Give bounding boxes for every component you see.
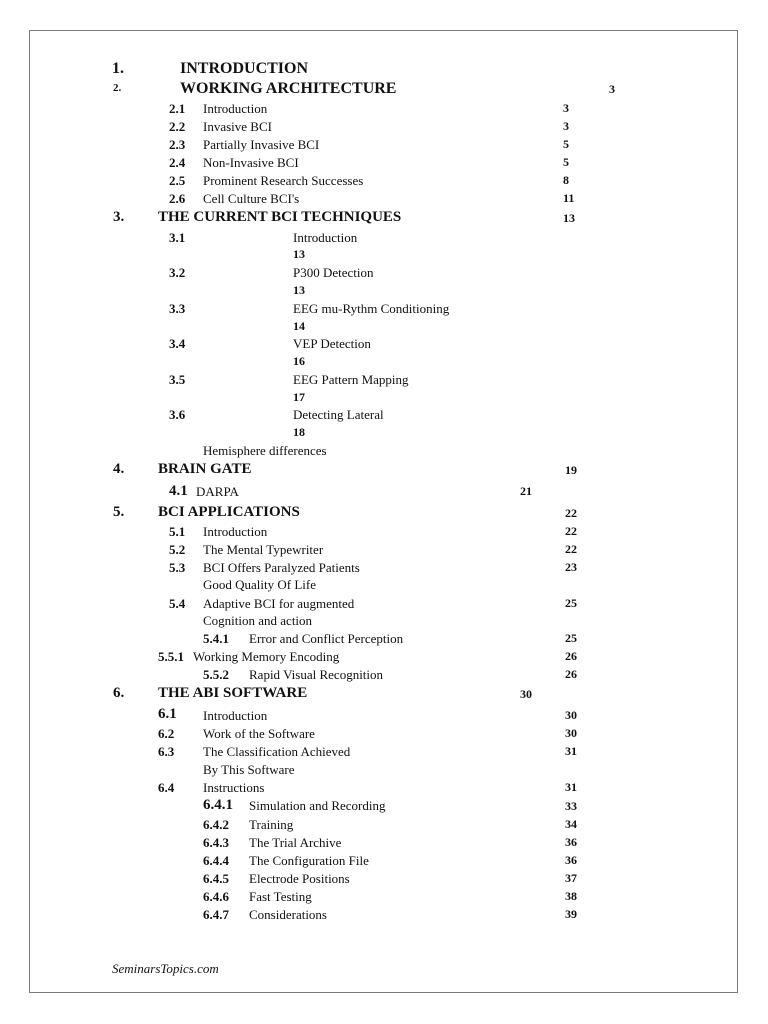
toc-entry-title: Training (249, 817, 294, 832)
toc-entry-title: Rapid Visual Recognition (249, 667, 384, 682)
toc-entry-page: 25 (565, 596, 577, 610)
toc-ch4-num: 4. (113, 461, 125, 477)
toc-entry-title: Partially Invasive BCI (203, 137, 320, 152)
toc-entry-title-cont: By This Software (203, 762, 295, 777)
document-page (29, 30, 738, 993)
footer-watermark: SeminarsTopics.com (112, 961, 219, 976)
toc-entry-num: 3.3 (169, 301, 186, 316)
toc-ch5-num: 5. (113, 504, 125, 520)
toc-entry-num: 3.6 (169, 407, 186, 422)
toc-entry-title: The Trial Archive (249, 835, 342, 850)
toc-entry-title: Introduction (293, 230, 358, 245)
toc-entry-num: 3.4 (169, 336, 186, 351)
toc-entry-title: Electrode Positions (249, 871, 350, 886)
toc-ch2-title: WORKING ARCHITECTURE (180, 80, 397, 97)
toc-ch2-num: 2. (113, 82, 122, 94)
toc-entry-page: 26 (565, 667, 577, 681)
toc-ch6-page: 30 (520, 687, 532, 701)
toc-entry-page: 31 (565, 780, 577, 794)
toc-entry-page: 36 (565, 835, 577, 849)
toc-entry-title: Introduction (203, 708, 268, 723)
toc-entry-page: 17 (293, 390, 305, 404)
toc-ch6-num: 6. (113, 685, 125, 701)
toc-ch1-num: 1. (112, 60, 124, 77)
toc-entry-title: VEP Detection (293, 336, 371, 351)
toc-entry-title: Work of the Software (203, 726, 315, 741)
toc-entry-num: 6.1 (158, 706, 177, 722)
toc-entry-page: 30 (565, 726, 577, 740)
toc-entry-title-cont: Cognition and action (203, 613, 313, 628)
toc-entry-title: EEG Pattern Mapping (293, 372, 409, 387)
toc-entry-title: The Configuration File (249, 853, 369, 868)
toc-ch4-page: 19 (565, 463, 577, 477)
toc-entry-page: 18 (293, 425, 305, 439)
toc-entry-num: 6.3 (158, 744, 175, 759)
toc-entry-num: 5.5.1 (158, 649, 184, 664)
toc-ch5-title: BCI APPLICATIONS (158, 504, 300, 520)
toc-entry-page: 3 (563, 101, 569, 115)
toc-entry-title: Error and Conflict Perception (249, 631, 404, 646)
toc-entry-page: 22 (565, 542, 577, 556)
toc-ch5-page: 22 (565, 506, 577, 520)
toc-entry-num: 2.5 (169, 173, 186, 188)
toc-entry-page: 22 (565, 524, 577, 538)
toc-entry-num: 2.3 (169, 137, 186, 152)
toc-entry-page: 13 (293, 247, 305, 261)
toc-entry-title: Fast Testing (249, 889, 312, 904)
toc-entry-title: Introduction (203, 101, 268, 116)
toc-entry-title: Considerations (249, 907, 327, 922)
toc-entry-title-cont: Good Quality Of Life (203, 577, 317, 592)
toc-ch3-page: 13 (563, 211, 575, 225)
toc-entry-page: 23 (565, 560, 577, 574)
toc-entry-num: 3.5 (169, 372, 186, 387)
toc-ch3-title: THE CURRENT BCI TECHNIQUES (158, 209, 402, 225)
toc-ch4-title: BRAIN GATE (158, 461, 252, 477)
toc-ch2-page: 3 (609, 82, 615, 96)
toc-entry-num: 2.4 (169, 155, 186, 170)
toc-entry-title: Introduction (203, 524, 268, 539)
toc-ch3-num: 3. (113, 209, 125, 225)
toc-entry-num: 6.4.7 (203, 907, 229, 922)
toc-entry-page: 5 (563, 155, 569, 169)
toc-entry-num: 5.5.2 (203, 667, 229, 682)
toc-entry-title: Simulation and Recording (249, 798, 386, 813)
toc-entry-page: 25 (565, 631, 577, 645)
toc-entry-title: The Mental Typewriter (203, 542, 324, 557)
toc-entry-num: 6.4.1 (203, 797, 233, 813)
toc-entry-num: 6.4.2 (203, 817, 229, 832)
toc-entry-page: 14 (293, 319, 305, 333)
toc-entry-page: 21 (520, 484, 532, 498)
toc-entry-num: 3.1 (169, 230, 186, 245)
toc-entry-num: 2.1 (169, 101, 186, 116)
toc-entry-page: 11 (563, 191, 575, 205)
toc-entry-title: Working Memory Encoding (193, 649, 340, 664)
toc-entry-num: 5.4.1 (203, 631, 229, 646)
toc-entry-num: 6.4.6 (203, 889, 229, 904)
toc-entry-page: 26 (565, 649, 577, 663)
toc-entry-title-cont: Hemisphere differences (203, 443, 327, 458)
toc-entry-num: 4.1 (169, 483, 188, 499)
toc-entry-title: Instructions (203, 780, 265, 795)
toc-entry-num: 2.6 (169, 191, 186, 206)
toc-entry-page: 36 (565, 853, 577, 867)
toc-entry-num: 6.4.4 (203, 853, 229, 868)
toc-entry-title: BCI Offers Paralyzed Patients (203, 560, 360, 575)
toc-entry-title: DARPA (196, 484, 239, 499)
toc-entry-num: 6.4 (158, 780, 175, 795)
toc-entry-page: 8 (563, 173, 569, 187)
toc-entry-title: Cell Culture BCI's (203, 191, 300, 206)
toc-entry-title: Detecting Lateral (293, 407, 384, 422)
toc-entry-page: 30 (565, 708, 577, 722)
toc-entry-num: 5.2 (169, 542, 186, 557)
toc-entry-page: 34 (565, 817, 577, 831)
toc-entry-title: Adaptive BCI for augmented (203, 596, 355, 611)
toc-entry-page: 33 (565, 799, 577, 813)
toc-entry-title: EEG mu-Rythm Conditioning (293, 301, 450, 316)
toc-entry-title: Prominent Research Successes (203, 173, 364, 188)
toc-entry-num: 6.4.5 (203, 871, 229, 886)
toc-entry-num: 5.1 (169, 524, 186, 539)
toc-entry-page: 5 (563, 137, 569, 151)
toc-entry-page: 16 (293, 354, 305, 368)
toc-entry-num: 5.4 (169, 596, 186, 611)
toc-entry-num: 6.4.3 (203, 835, 229, 850)
toc-entry-page: 37 (565, 871, 577, 885)
toc-entry-title: P300 Detection (293, 265, 374, 280)
toc-entry-page: 39 (565, 907, 577, 921)
toc-entry-page: 13 (293, 283, 305, 297)
toc-entry-num: 3.2 (169, 265, 186, 280)
toc-entry-title: Invasive BCI (203, 119, 272, 134)
toc-entry-num: 5.3 (169, 560, 186, 575)
toc-entry-title: The Classification Achieved (203, 744, 351, 759)
toc-entry-page: 31 (565, 744, 577, 758)
toc-entry-num: 6.2 (158, 726, 175, 741)
toc-ch6-title: THE ABI SOFTWARE (158, 685, 308, 701)
toc-entry-num: 2.2 (169, 119, 186, 134)
toc-entry-page: 3 (563, 119, 569, 133)
toc-entry-page: 38 (565, 889, 577, 903)
toc-ch1-title: INTRODUCTION (180, 60, 309, 77)
toc-entry-title: Non-Invasive BCI (203, 155, 299, 170)
